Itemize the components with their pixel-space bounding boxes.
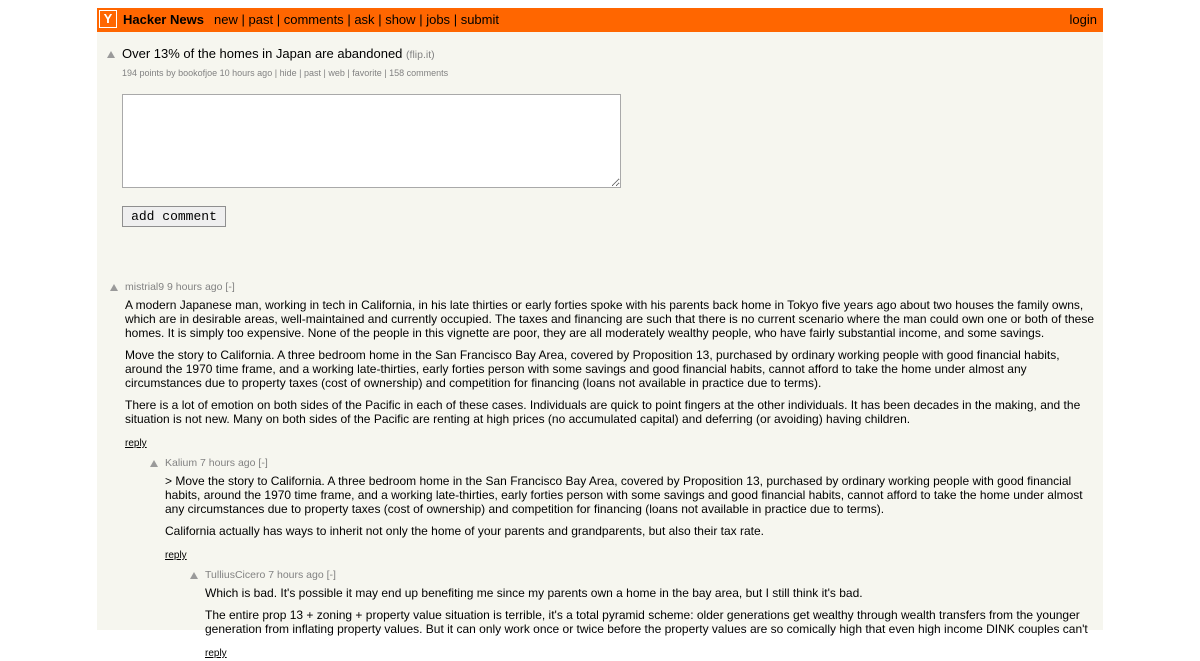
story-title-link[interactable]: Over 13% of the homes in Japan are abandoned — [122, 46, 403, 61]
nav-separator: | — [241, 12, 245, 27]
story-age-link[interactable]: 10 hours ago — [219, 68, 273, 78]
story-upvote-icon[interactable] — [107, 51, 115, 58]
subtext-separator: | — [384, 68, 387, 78]
comment-upvote-icon[interactable] — [190, 572, 198, 579]
hn-page — [97, 8, 1103, 659]
reply-link[interactable]: reply — [125, 438, 147, 449]
top-bar — [97, 8, 1103, 32]
reply-link[interactable]: reply — [205, 648, 227, 659]
nav-separator: | — [378, 12, 382, 27]
comment-age-link[interactable]: 7 hours ago — [200, 457, 256, 469]
comment — [125, 280, 1097, 451]
comment-head — [125, 280, 1097, 294]
nav-past-link[interactable]: past — [248, 12, 274, 27]
comment-age-link[interactable]: 9 hours ago — [167, 281, 223, 293]
comment-paragraph: Which is bad. It's possible it may end up benefiting me since my parents own a home in the bay area, but I still think it's bad. — [205, 586, 863, 600]
comment-user-link[interactable]: TulliusCicero — [205, 569, 266, 581]
comment — [165, 456, 1089, 563]
comment-toggle[interactable]: [-] — [326, 569, 336, 581]
comment-paragraph: > Move the story to California. A three bedroom home in the San Francisco Bay Area, covered by Proposition 13, purchased by ordinary working people with good financial habits, around the 1970 time frame, and a working late-thirties, early forties person with some savings and good financial habits, cannot afford to take the home under almost any circumstances due to property taxes (cost of ownership) and competition for financing (loans not available in practice due to terms). — [165, 474, 1083, 516]
comment-head — [205, 568, 1093, 582]
login-link[interactable]: login — [1069, 12, 1097, 27]
reply-row — [165, 545, 1089, 563]
story-user-link[interactable]: bookofjoe — [178, 68, 218, 78]
reply-link[interactable]: reply — [165, 550, 187, 561]
comment-paragraph: There is a lot of emotion on both sides of the Pacific in each of these cases. Individuals are quick to point fingers at the other individuals. It has been decades in the making, and the situation is not new. Many on both sides of the Pacific are renting at high prices (no accumulated capital) and deferring (or avoiding) having children. — [125, 398, 1081, 426]
comment-textarea[interactable] — [122, 94, 621, 188]
comment-paragraph: California actually has ways to inherit not only the home of your parents and grandparents, but also their tax rate. — [165, 524, 765, 538]
comment-paragraph: Move the story to California. A three bedroom home in the San Francisco Bay Area, covered by Proposition 13, purchased by ordinary working people with good financial habits, around the 1970 time frame, and a working late-thirties, early forties person with some savings and good financial habits, cannot afford to take the home under almost any circumstances due to property taxes (cost of ownership) and competition for financing (loans not available in practice due to terms). — [125, 348, 1060, 390]
nav-show-link[interactable]: show — [385, 12, 416, 27]
site-name-link[interactable]: Hacker News — [123, 12, 204, 27]
comment-user-link[interactable]: mistrial9 — [125, 281, 165, 293]
subtext-separator: | — [299, 68, 302, 78]
story-by: by — [166, 68, 176, 78]
story-past-link[interactable]: past — [303, 68, 321, 78]
comment-text — [205, 586, 1093, 636]
nav-ask-link[interactable]: ask — [354, 12, 375, 27]
story-web-link[interactable]: web — [328, 68, 345, 78]
subtext-separator: | — [274, 68, 278, 78]
comment — [205, 568, 1093, 661]
nav-separator: | — [453, 12, 458, 27]
story-site[interactable]: (flip.it) — [406, 49, 435, 61]
reply-row — [125, 433, 1097, 451]
reply-row — [205, 643, 1093, 661]
nav-new-link[interactable]: new — [214, 12, 238, 27]
comment-age-link[interactable]: 7 hours ago — [268, 569, 324, 581]
story-comments-link[interactable]: 158 comments — [389, 68, 449, 78]
add-comment-button[interactable]: add comment — [122, 206, 226, 227]
nav-separator: | — [276, 12, 281, 27]
nav-separator: | — [419, 12, 423, 27]
subtext-separator: | — [323, 68, 326, 78]
comment-toggle[interactable]: [-] — [258, 457, 268, 469]
story-subtext — [122, 67, 448, 79]
nav-links — [214, 12, 499, 28]
comment-text — [165, 474, 1089, 538]
comment-toggle[interactable]: [-] — [225, 281, 235, 293]
nav-submit-link[interactable]: submit — [460, 12, 499, 27]
story-title-line — [122, 46, 435, 63]
subtext-separator: | — [347, 68, 350, 78]
nav-jobs-link[interactable]: jobs — [426, 12, 451, 27]
comment-upvote-icon[interactable] — [110, 284, 118, 291]
y-logo-icon[interactable]: Y — [99, 10, 117, 28]
comment-paragraph: The entire prop 13 + zoning + property value situation is terrible, it's a total pyramid scheme: older generations get wealthy through wealth transfers from the younger generation from inflating property values. But it can only work once or twice before the property values are so comically high that even high income DINK couples can't — [205, 608, 1088, 636]
comment-upvote-icon[interactable] — [150, 460, 158, 467]
comment-text — [125, 298, 1097, 426]
story-favorite-link[interactable]: favorite — [352, 68, 382, 78]
story-hide-link[interactable]: hide — [279, 68, 297, 78]
comment-user-link[interactable]: Kalium — [165, 457, 198, 469]
story-points: 194 points — [122, 68, 164, 78]
comment-paragraph: A modern Japanese man, working in tech in California, in his late thirties or early forties spoke with his parents back home in Tokyo five years ago about two houses the family owns, which are in desirable areas, well-maintained and currently occupied. The taxes and financing are such that there is no current scenario where the man could own one or both of these homes. It is simply too expensive. None of the people in this vignette are poor, they are all moderately wealthy people, who have fairly substantial income, and some savings. — [125, 298, 1095, 340]
nav-comments-link[interactable]: comments — [283, 12, 344, 27]
nav-separator: | — [347, 12, 351, 27]
comment-head — [165, 456, 1089, 470]
